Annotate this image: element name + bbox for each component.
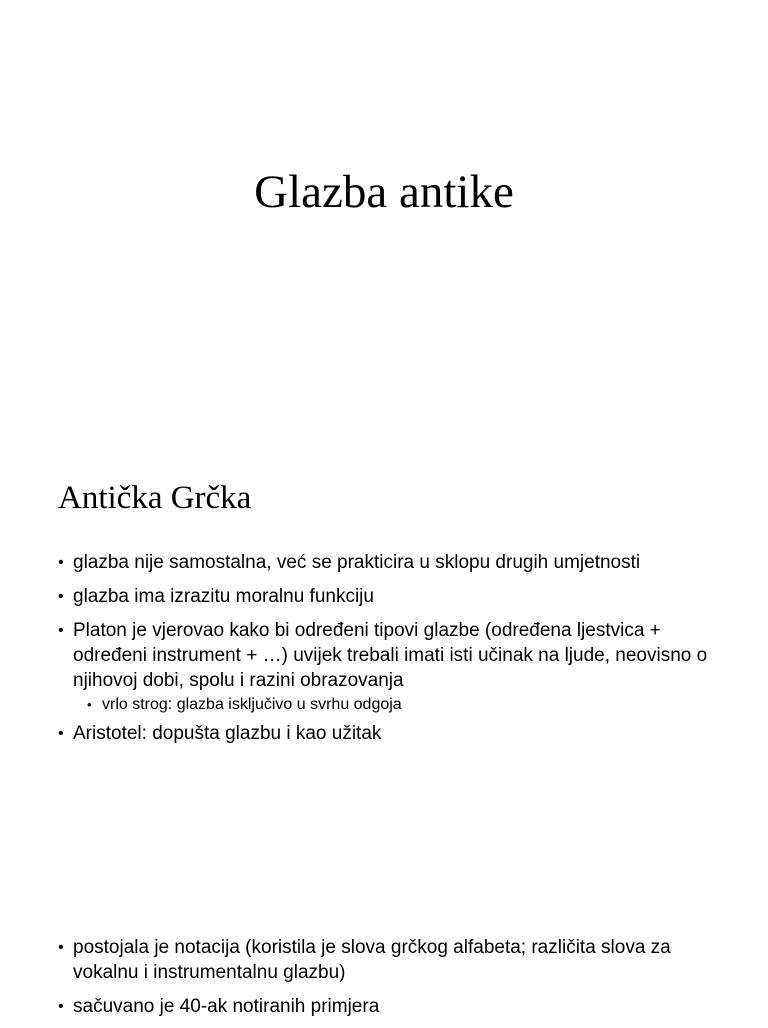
bullet-item xyxy=(58,721,738,746)
sub-bullet-dot-icon: • xyxy=(87,697,92,712)
bullet-text: postojala je notacija (koristila je slova grčkog alfabeta; različita slova za vokalnu i instrumentalnu glazbu) xyxy=(73,937,671,983)
sub-bullet-text: vrlo strog: glazba isključivo u svrhu odgoja xyxy=(102,696,402,713)
slide-heading: Antička Grčka xyxy=(58,480,252,516)
bullet-text: glazba nije samostalna, već se prakticira u sklopu drugih umjetnosti xyxy=(73,552,641,573)
bullet-list xyxy=(58,935,738,1028)
bullet-list xyxy=(58,550,738,755)
bullet-dot-icon: • xyxy=(58,939,64,956)
bullet-item xyxy=(58,550,738,575)
bullet-item xyxy=(58,618,738,693)
bullet-item xyxy=(58,935,738,985)
slide-ancient-greece xyxy=(0,432,768,892)
sub-bullet-item xyxy=(58,694,738,716)
bullet-dot-icon: • xyxy=(58,998,64,1015)
presentation-title: Glazba antike xyxy=(254,166,514,218)
bullet-dot-icon: • xyxy=(58,622,64,639)
bullet-text: Aristotel: dopušta glazbu i kao užitak xyxy=(73,723,382,744)
bullet-item xyxy=(58,994,738,1019)
slide-notation xyxy=(0,892,768,1024)
bullet-text: sačuvano je 40-ak notiranih primjera xyxy=(73,996,380,1017)
bullet-dot-icon: • xyxy=(58,588,64,605)
bullet-text: Platon je vjerovao kako bi određeni tipovi glazbe (određena ljestvica + određeni instrument + …) uvijek trebali imati isti učinak na ljude, neovisno o njihovoj dobi, spolu i razini obrazovanja xyxy=(73,620,708,691)
bullet-text: glazba ima izrazitu moralnu funkciju xyxy=(73,586,374,607)
bullet-item xyxy=(58,584,738,609)
slide-title xyxy=(0,0,768,432)
bullet-dot-icon: • xyxy=(58,554,64,571)
bullet-dot-icon: • xyxy=(58,725,64,742)
